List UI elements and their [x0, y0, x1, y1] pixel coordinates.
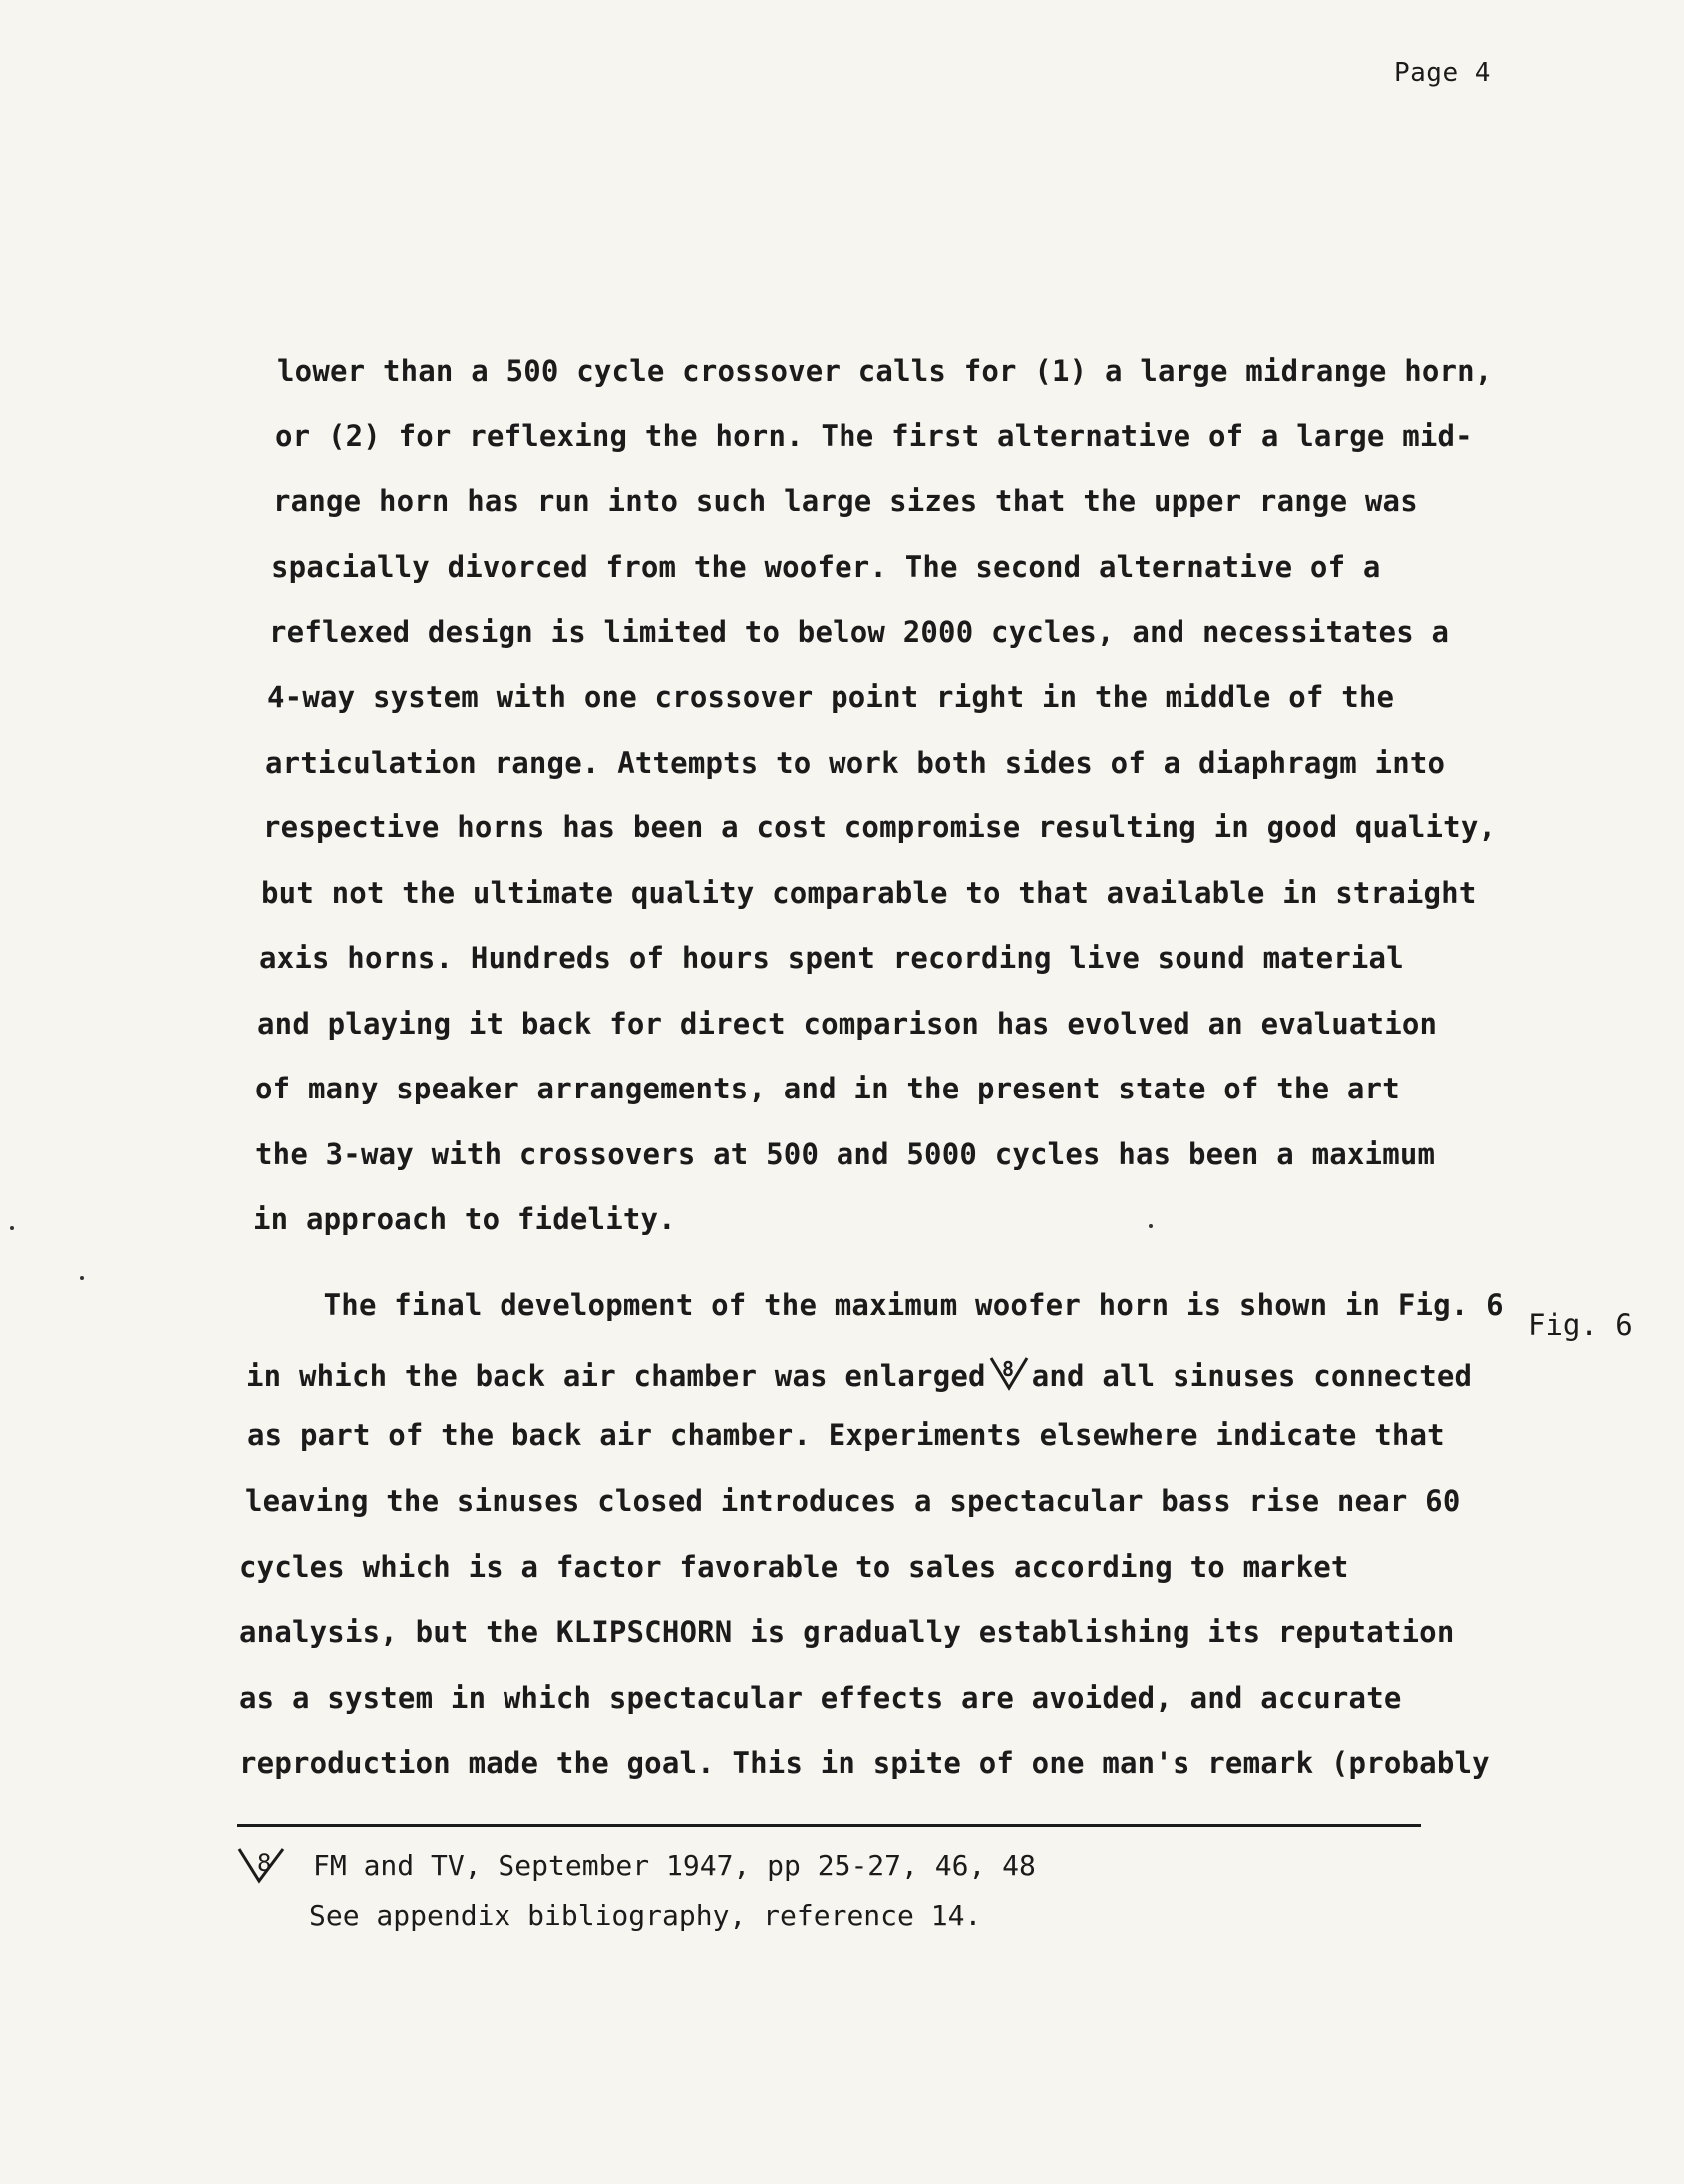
footnote-mark: [237, 1845, 305, 1885]
footnote-number: 8: [257, 1849, 272, 1877]
paper-speck: [10, 1226, 14, 1230]
body-line: as part of the back air chamber. Experiments elsewhere indicate that: [247, 1418, 1445, 1452]
body-line: reproduction made the goal. This in spite of one man's remark (probably: [239, 1746, 1490, 1780]
paper-speck: [80, 1276, 84, 1280]
body-line: respective horns has been a cost compromise resulting in good quality,: [263, 810, 1497, 844]
footnote-divider: [237, 1824, 1421, 1827]
footnote-reference: See appendix bibliography, reference 14.: [309, 1899, 982, 1932]
body-line: leaving the sinuses closed introduces a spectacular bass rise near 60: [245, 1484, 1461, 1518]
body-line: in approach to fidelity.: [253, 1202, 676, 1236]
body-line: 4-way system with one crossover point right in the middle of the: [267, 680, 1395, 714]
footnote-reference-number: 8: [1001, 1357, 1014, 1381]
body-line: axis horns. Hundreds of hours spent recording live sound material: [259, 941, 1404, 975]
body-line: of many speaker arrangements, and in the present state of the art: [255, 1072, 1400, 1105]
body-line: [246, 1354, 1472, 1393]
body-line: but not the ultimate quality comparable to that available in straight: [261, 876, 1477, 910]
body-line: analysis, but the KLIPSCHORN is gradually establishing its reputation: [239, 1615, 1455, 1649]
footnote-reference-mark: [988, 1354, 1030, 1392]
page-number: Page 4: [1394, 58, 1491, 88]
body-line: or (2) for reflexing the horn. The first alternative of a large mid-: [275, 419, 1473, 453]
body-line: lower than a 500 cycle crossover calls for (1) a large midrange horn,: [277, 354, 1493, 388]
body-line: reflexed design is limited to below 2000 cycles, and necessitates a: [269, 615, 1450, 649]
body-line: articulation range. Attempts to work both sides of a diaphragm into: [265, 746, 1446, 780]
body-line: and playing it back for direct comparison has evolved an evaluation: [257, 1007, 1438, 1041]
body-line-text: and all sinuses connected: [1031, 1359, 1473, 1393]
body-line: range horn has run into such large sizes that the upper range was: [273, 484, 1418, 518]
footnote-citation: FM and TV, September 1947, pp 25-27, 46, 48: [313, 1849, 1036, 1882]
body-line: as a system in which spectacular effects are avoided, and accurate: [239, 1681, 1402, 1715]
body-line: The final development of the maximum woofer horn is shown in Fig. 6: [253, 1288, 1504, 1322]
margin-figure-note: Fig. 6: [1528, 1308, 1633, 1342]
body-line-text: in which the back air chamber was enlarged: [246, 1359, 986, 1393]
body-line: cycles which is a factor favorable to sales according to market: [239, 1550, 1349, 1584]
body-line: the 3-way with crossovers at 500 and 5000 cycles has been a maximum: [255, 1137, 1436, 1171]
body-line: spacially divorced from the woofer. The second alternative of a: [271, 550, 1381, 584]
paper-speck: [1149, 1224, 1153, 1228]
